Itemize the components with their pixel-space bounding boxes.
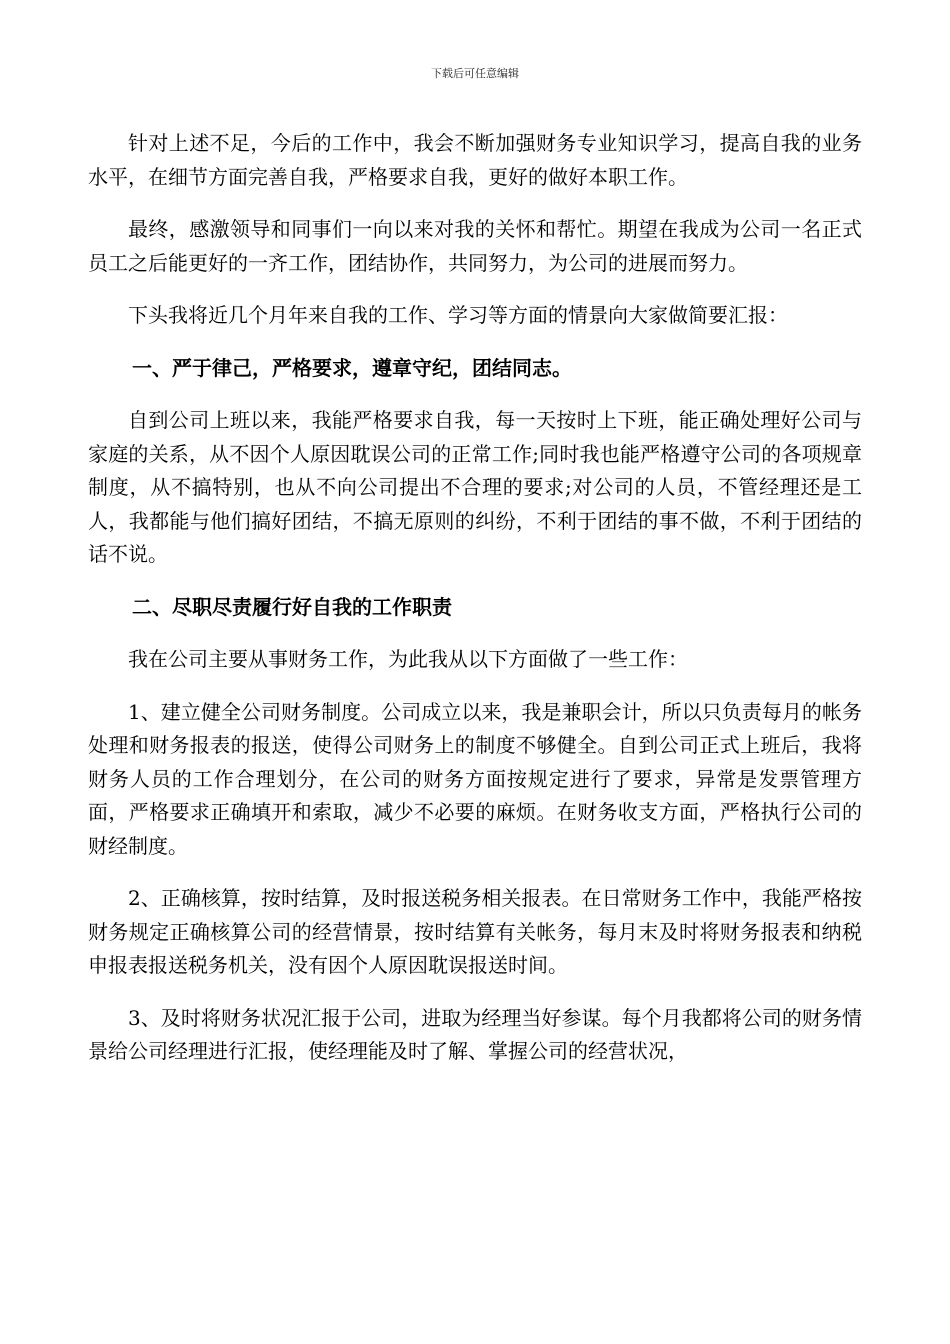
paragraph-duties-intro: 我在公司主要从事财务工作，为此我从以下方面做了一些工作： bbox=[128, 647, 688, 671]
paragraph-discipline: 自到公司上班以来，我能严格要求自我，每一天按时上下班，能正确处理好公司与家庭的关系，从不因个人原因耽误公司的正常工作;同时我也能严格遵守公司的各项规章制度，从不搞特别，也从不向公司提出不合理的要求;对公司的人员，不管经理还是工人，我都能与他们搞好团结，不搞无原则的纠纷，不利于团结的事不做，不利于团结的话不说。 bbox=[88, 408, 862, 566]
section-heading-discipline: 一、严于律己，严格要求，遵章守纪，团结同志。 bbox=[132, 355, 572, 380]
paragraph-report-intro: 下头我将近几个月年来自我的工作、学习等方面的情景向大家做简要汇报： bbox=[128, 303, 788, 327]
paragraph-gratitude: 最终，感激领导和同事们一向以来对我的关怀和帮忙。期望在我成为公司一名正式员工之后能更好的一齐工作，团结协作，共同努力，为公司的进展而努力。 bbox=[88, 217, 862, 275]
paragraph-item-1: 1、建立健全公司财务制度。公司成立以来，我是兼职会计，所以只负责每月的帐务处理和财务报表的报送，使得公司财务上的制度不够健全。自到公司正式上班后，我将财务人员的工作合理划分，在公司的财务方面按规定进行了要求，异常是发票管理方面，严格要求正确填开和索取，减少不必要的麻烦。在财务收支方面，严格执行公司的财经制度。 bbox=[88, 699, 862, 858]
page-header: 下载后可任意编辑 bbox=[431, 67, 519, 80]
paragraph-improvement: 针对上述不足，今后的工作中，我会不断加强财务专业知识学习，提高自我的业务水平，在细节方面完善自我，严格要求自我，更好的做好本职工作。 bbox=[88, 131, 862, 189]
section-heading-duties: 二、尽职尽责履行好自我的工作职责 bbox=[132, 594, 452, 619]
paragraph-item-2: 2、正确核算，按时结算，及时报送税务相关报表。在日常财务工作中，我能严格按财务规定正确核算公司的经营情景，按时结算有关帐务，每月末及时将财务报表和纳税申报表报送税务机关，没有因个人原因耽误报送时间。 bbox=[88, 886, 862, 977]
paragraph-item-3: 3、及时将财务状况汇报于公司，进取为经理当好参谋。每个月我都将公司的财务情景给公司经理进行汇报，使经理能及时了解、掌握公司的经营状况， bbox=[88, 1005, 862, 1063]
document-body bbox=[88, 127, 862, 1069]
